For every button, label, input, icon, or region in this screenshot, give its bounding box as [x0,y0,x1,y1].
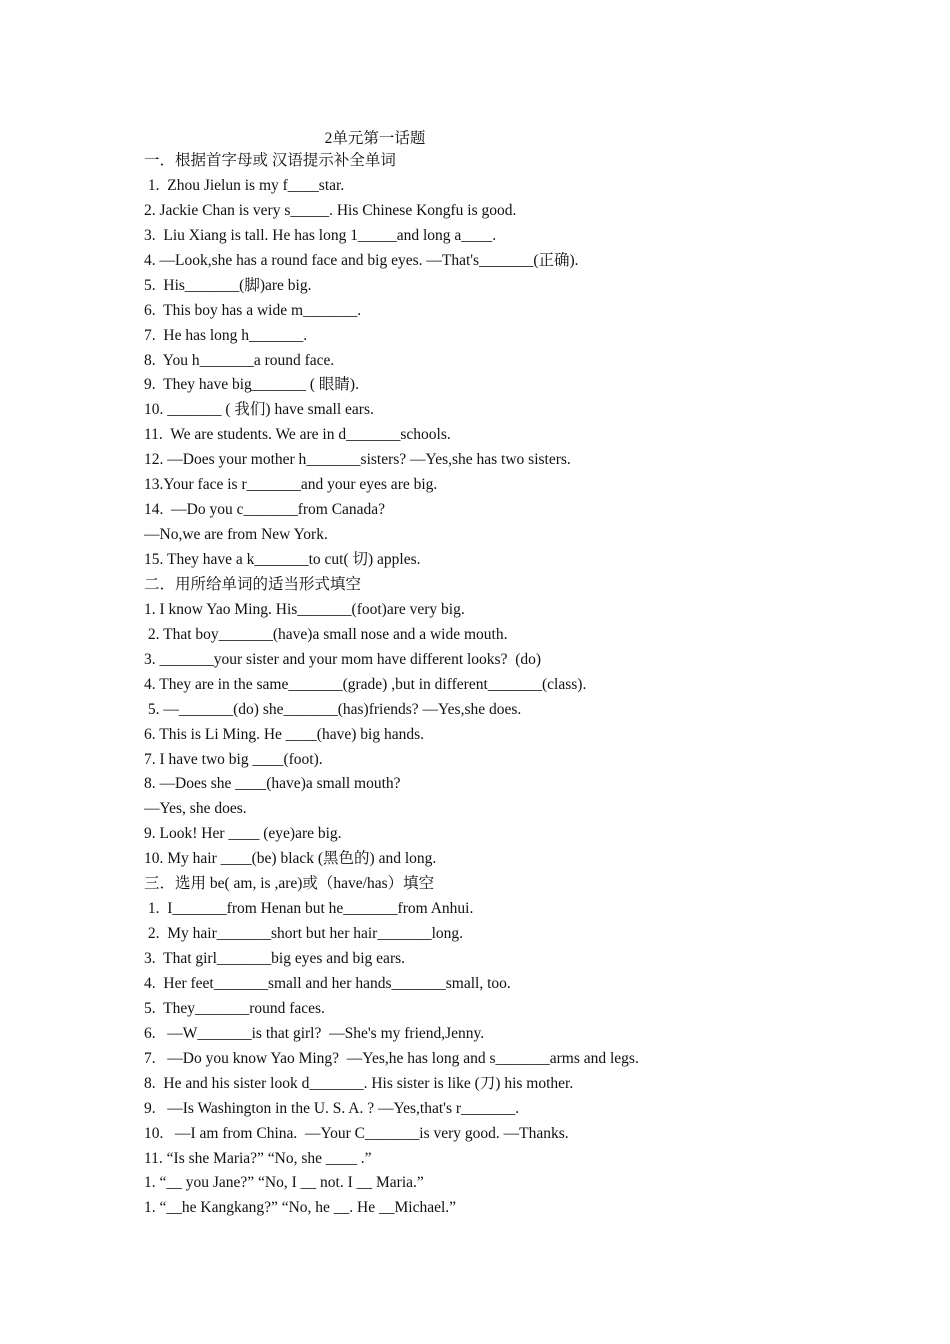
exercise-line: —Yes, she does. [144,800,247,818]
exercise-line: 6. —W_______is that girl? —She's my friend,Jenny. [144,1024,485,1042]
exercise-line: 7. He has long h_______. [144,326,308,344]
exercise-line: 9. They have big_______ ( 眼睛). [144,376,359,394]
exercise-line: 10. My hair ____(be) black (黑色的) and long. [144,850,437,868]
exercise-line: 8. You h_______a round face. [144,351,335,369]
exercise-line: 4. Her feet_______small and her hands_______small, too. [144,974,511,992]
exercise-line: 1. I know Yao Ming. His_______(foot)are very big. [144,600,465,618]
exercise-line: 6. This boy has a wide m_______. [144,301,362,319]
exercise-line: 10. _______ ( 我们) have small ears. [144,401,374,419]
exercise-line: 3. Liu Xiang is tall. He has long 1_____and long a____. [144,226,497,244]
exercise-line: 4. —Look,she has a round face and big eyes. —That's_______(正确). [144,251,579,269]
exercise-line: 5. —_______(do) she_______(has)friends? —Yes,she does. [144,700,522,718]
exercise-line: 13.Your face is r_______and your eyes are big. [144,476,438,494]
exercise-line: 11. “Is she Maria?” “No, she ____ .” [144,1149,372,1167]
exercise-line: 1. I_______from Henan but he_______from Anhui. [144,900,474,918]
exercise-line: 7. —Do you know Yao Ming? —Yes,he has long and s_______arms and legs. [144,1049,639,1067]
exercise-line: 2. My hair_______short but her hair_______long. [144,925,464,943]
exercise-line: 5. His_______(脚)are big. [144,276,312,294]
exercise-line: 15. They have a k_______to cut( 切) apples. [144,551,421,568]
exercise-line: 7. I have two big ____(foot). [144,750,323,768]
exercise-line: 12. —Does your mother h_______sisters? —Yes,she has two sisters. [144,451,571,469]
exercise-line: 8. —Does she ____(have)a small mouth? [144,775,401,793]
exercise-line: 6. This is Li Ming. He ____(have) big hands. [144,725,424,743]
page-title: 2单元第一话题 [324,130,426,147]
exercise-line: 3. _______your sister and your mom have different looks? (do) [144,650,542,668]
exercise-line: 1. “__he Kangkang?” “No, he __. He __Michael.” [144,1199,457,1217]
exercise-line: 3. That girl_______big eyes and big ears. [144,950,406,967]
exercise-line: 2. That boy_______(have)a small nose and a wide mouth. [144,625,508,643]
exercise-line: 10. —I am from China. —Your C_______is very good. —Thanks. [144,1124,569,1142]
exercise-line: 2. Jackie Chan is very s_____. His Chinese Kongfu is good. [144,201,517,219]
exercise-line: 三．选用 be( am, is ,are)或（have/has）填空 [144,875,435,893]
exercise-line: 9. —Is Washington in the U. S. A. ? —Yes,that's r_______. [144,1099,520,1117]
exercise-line: 4. They are in the same_______(grade) ,but in different_______(class). [144,675,587,693]
exercise-line: 14. —Do you c_______from Canada? [144,501,386,519]
exercise-line: 8. He and his sister look d_______. His sister is like (刀) his mother. [144,1074,574,1092]
exercise-lines [144,151,924,1223]
exercise-line: 5. They_______round faces. [144,999,325,1017]
exercise-line: 二．用所给单词的适当形式填空 [144,575,362,593]
exercise-line: 1. “__ you Jane?” “No, I __ not. I __ Maria.” [144,1174,424,1192]
exercise-line: 一．根据首字母或 汉语提示补全单词 [144,152,396,169]
exercise-line: 1. Zhou Jielun is my f____star. [144,176,345,194]
exercise-line: 9. Look! Her ____ (eye)are big. [144,825,342,843]
exercise-line: 11. We are students. We are in d_______schools. [144,426,451,444]
exercise-line: —No,we are from New York. [144,526,328,544]
